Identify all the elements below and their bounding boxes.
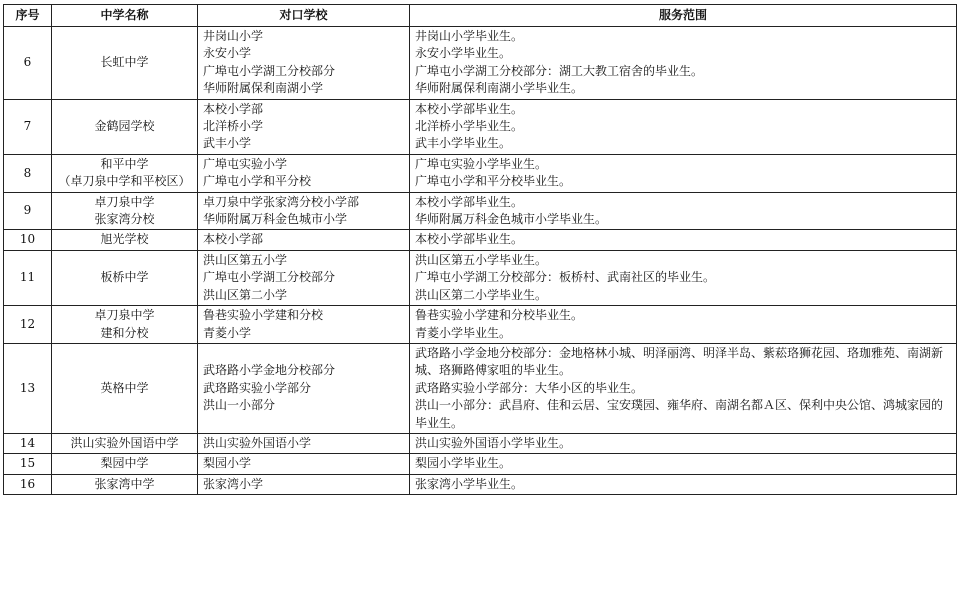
- middle-school-name: 建和分校: [100, 325, 149, 340]
- service-area-line: 广埠屯实验小学毕业生。: [415, 156, 548, 171]
- row-middle-school: [52, 474, 198, 494]
- middle-school-name: 卓刀泉中学: [94, 308, 155, 323]
- paired-school-name: 广埠屯小学湖工分校部分: [203, 270, 336, 285]
- paired-school-name: 洪山一小部分: [203, 398, 276, 413]
- service-area-line: 武珞路小学金地分校部分：金地格林小城、明泽丽湾、明泽半岛、紫菘珞狮花园、珞珈雅苑、南湖新城、珞狮路傅家咀的毕业生。: [415, 345, 944, 378]
- row-paired-schools: [198, 154, 410, 192]
- paired-school-name: 本校小学部: [203, 232, 264, 247]
- row-seq: 14: [4, 433, 52, 453]
- paired-school-name: 卓刀泉中学张家湾分校小学部: [203, 194, 360, 209]
- row-middle-school: [52, 343, 198, 433]
- service-area-line: 鲁巷实验小学建和分校毕业生。: [415, 308, 584, 323]
- header-paired-school: 对口学校: [198, 5, 410, 27]
- paired-school-name: 永安小学: [203, 46, 252, 61]
- header-middle-school: 中学名称: [52, 5, 198, 27]
- service-area-line: 梨园小学毕业生。: [415, 456, 512, 471]
- table-row: [4, 99, 957, 154]
- service-area-line: 青菱小学毕业生。: [415, 325, 512, 340]
- paired-school-name: 张家湾小学: [203, 476, 264, 491]
- paired-school-name: 洪山实验外国语小学: [203, 435, 312, 450]
- paired-school-name: 青菱小学: [203, 325, 252, 340]
- paired-school-name: 洪山区第五小学: [203, 252, 288, 267]
- row-seq: 16: [4, 474, 52, 494]
- paired-school-name: 北洋桥小学: [203, 119, 264, 134]
- table-row: [4, 454, 957, 474]
- service-area-line: 本校小学部毕业生。: [415, 194, 524, 209]
- middle-school-name: 梨园中学: [100, 456, 149, 471]
- paired-school-name: 华师附属保利南湖小学: [203, 81, 324, 96]
- table-row: [4, 433, 957, 453]
- paired-school-name: 广埠屯小学和平分校: [203, 174, 312, 189]
- row-service-area: [410, 99, 957, 154]
- middle-school-name: 英格中学: [100, 380, 149, 395]
- table-row: [4, 343, 957, 433]
- paired-school-name: 广埠屯实验小学: [203, 156, 288, 171]
- table-row: [4, 27, 957, 100]
- paired-school-name: 武丰小学: [203, 136, 252, 151]
- middle-school-name: （卓刀泉中学和平校区）: [58, 174, 191, 189]
- middle-school-name: 板桥中学: [100, 270, 149, 285]
- row-service-area: [410, 433, 957, 453]
- paired-school-name: 华师附属万科金色城市小学: [203, 212, 348, 227]
- service-area-line: 武丰小学毕业生。: [415, 136, 512, 151]
- row-seq: 9: [4, 192, 52, 230]
- row-middle-school: [52, 27, 198, 100]
- service-area-line: 永安小学毕业生。: [415, 46, 512, 61]
- enrollment-table-container: [3, 4, 957, 495]
- row-service-area: [410, 154, 957, 192]
- middle-school-name: 旭光学校: [100, 232, 149, 247]
- row-middle-school: [52, 154, 198, 192]
- paired-school-name: 洪山区第二小学: [203, 287, 288, 302]
- table-body: [4, 27, 957, 495]
- paired-school-name: 广埠屯小学湖工分校部分: [203, 63, 336, 78]
- service-area-line: 洪山区第二小学毕业生。: [415, 287, 548, 302]
- row-middle-school: [52, 250, 198, 305]
- row-seq: 10: [4, 230, 52, 250]
- paired-school-name: 鲁巷实验小学建和分校: [203, 308, 324, 323]
- service-area-line: 井岗山小学毕业生。: [415, 29, 524, 43]
- row-middle-school: [52, 230, 198, 250]
- service-area-line: 张家湾小学毕业生。: [415, 476, 524, 491]
- row-service-area: [410, 230, 957, 250]
- service-area-line: 本校小学部毕业生。: [415, 101, 524, 116]
- table-row: [4, 230, 957, 250]
- table-row: [4, 154, 957, 192]
- service-area-line: 华师附属万科金色城市小学毕业生。: [415, 212, 608, 227]
- row-paired-schools: [198, 99, 410, 154]
- row-seq: 11: [4, 250, 52, 305]
- header-service-area: 服务范围: [410, 5, 957, 27]
- middle-school-name: 金鹤园学校: [94, 119, 155, 134]
- middle-school-name: 和平中学: [100, 156, 149, 171]
- row-seq: 7: [4, 99, 52, 154]
- row-seq: 12: [4, 306, 52, 344]
- header-seq: 序号: [4, 5, 52, 27]
- middle-school-name: 张家湾分校: [94, 212, 155, 227]
- service-area-line: 北洋桥小学毕业生。: [415, 119, 524, 134]
- row-middle-school: [52, 306, 198, 344]
- row-service-area: [410, 306, 957, 344]
- row-paired-schools: [198, 230, 410, 250]
- table-row: [4, 192, 957, 230]
- service-area-line: 广埠屯小学和平分校毕业生。: [415, 174, 572, 189]
- row-seq: 8: [4, 154, 52, 192]
- header-row: [4, 5, 957, 27]
- school-assignment-table: [3, 4, 957, 495]
- paired-school-name: 井岗山小学: [203, 29, 264, 43]
- middle-school-name: 长虹中学: [100, 55, 149, 70]
- row-seq: 13: [4, 343, 52, 433]
- service-area-line: 广埠屯小学湖工分校部分：湖工大教工宿舍的毕业生。: [415, 63, 704, 78]
- middle-school-name: 洪山实验外国语中学: [70, 435, 179, 450]
- service-area-line: 华师附属保利南湖小学毕业生。: [415, 81, 584, 96]
- middle-school-name: 张家湾中学: [94, 476, 155, 491]
- row-middle-school: [52, 454, 198, 474]
- row-paired-schools: [198, 433, 410, 453]
- service-area-line: 本校小学部毕业生。: [415, 232, 524, 247]
- row-seq: 6: [4, 27, 52, 100]
- row-paired-schools: [198, 454, 410, 474]
- row-paired-schools: [198, 474, 410, 494]
- row-service-area: [410, 454, 957, 474]
- row-paired-schools: [198, 250, 410, 305]
- row-seq: 15: [4, 454, 52, 474]
- row-middle-school: [52, 99, 198, 154]
- row-paired-schools: [198, 306, 410, 344]
- row-service-area: [410, 250, 957, 305]
- row-service-area: [410, 474, 957, 494]
- row-service-area: [410, 343, 957, 433]
- paired-school-name: 梨园小学: [203, 456, 252, 471]
- row-middle-school: [52, 192, 198, 230]
- middle-school-name: 卓刀泉中学: [94, 194, 155, 209]
- row-middle-school: [52, 433, 198, 453]
- row-service-area: [410, 192, 957, 230]
- row-paired-schools: [198, 192, 410, 230]
- paired-school-name: 本校小学部: [203, 101, 264, 116]
- table-row: [4, 474, 957, 494]
- service-area-line: 广埠屯小学湖工分校部分：板桥村、武南社区的毕业生。: [415, 270, 716, 285]
- row-service-area: [410, 27, 957, 100]
- service-area-line: 洪山实验外国语小学毕业生。: [415, 435, 572, 450]
- paired-school-name: 武珞路小学金地分校部分: [203, 363, 336, 378]
- service-area-line: 洪山区第五小学毕业生。: [415, 252, 548, 267]
- row-paired-schools: [198, 343, 410, 433]
- table-row: [4, 250, 957, 305]
- row-paired-schools: [198, 27, 410, 100]
- service-area-line: 武珞路实验小学部分：大华小区的毕业生。: [415, 380, 644, 395]
- paired-school-name: 武珞路实验小学部分: [203, 380, 312, 395]
- service-area-line: 洪山一小部分：武昌府、佳和云居、宝安璞园、雍华府、南湖名都Ａ区、保利中央公馆、鸿城家园的毕业生。: [415, 398, 944, 430]
- table-row: [4, 306, 957, 344]
